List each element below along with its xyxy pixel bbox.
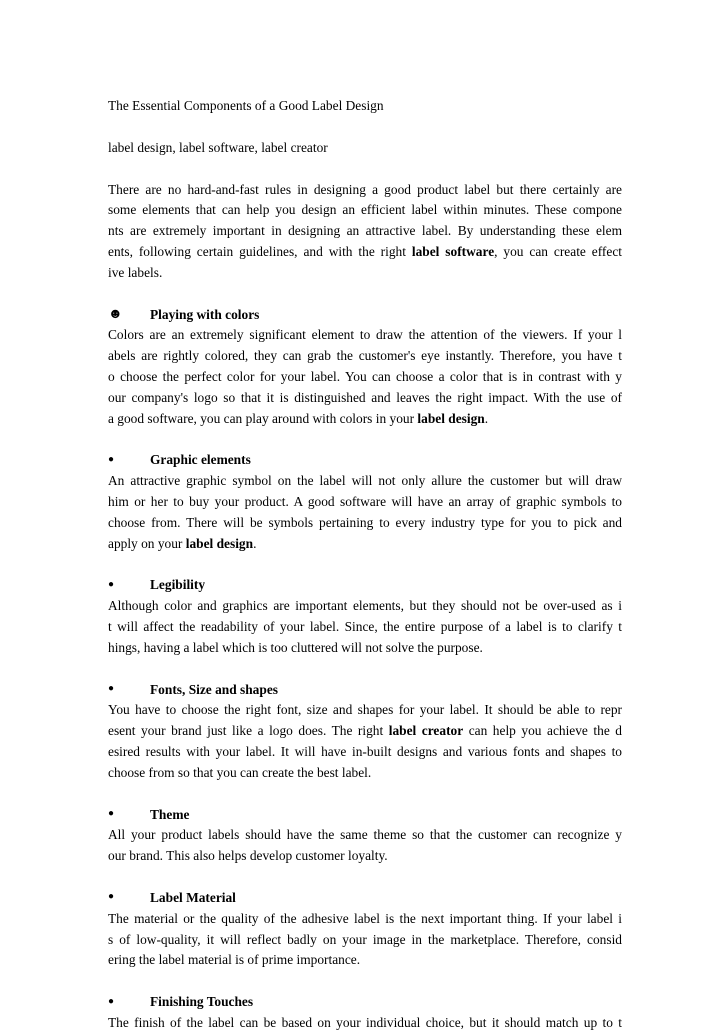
paragraph-line: o choose the perfect color for your label. You can choose a color that is in contrast with y	[108, 368, 622, 384]
paragraph-line: choose from so that you can create the best label.	[108, 764, 372, 780]
bullet-dot-icon	[108, 450, 150, 472]
bullet-dot-icon	[108, 887, 150, 909]
section-heading	[108, 680, 622, 701]
paragraph-line: Colors are an extremely significant element to draw the attention of the viewers. If your l	[108, 327, 622, 343]
keyword-label-software: label software	[411, 243, 495, 259]
section-heading-text: Legibility	[150, 577, 206, 593]
keyword-label-design: label design	[185, 535, 254, 551]
section-legibility	[108, 575, 622, 658]
bullet-dot-icon	[108, 804, 150, 826]
section-heading	[108, 992, 622, 1013]
paragraph-line: You have to choose the right font, size and shapes for your label. It should be able to repr	[108, 702, 622, 718]
paragraph-line: hings, having a label which is too cluttered will not solve the purpose.	[108, 639, 483, 655]
section-heading	[108, 888, 622, 909]
text-span: can help you achieve the d	[463, 723, 622, 739]
paragraph-line: him or her to buy your product. A good software will have an array of graphic symbols to	[108, 493, 622, 509]
section-heading	[108, 305, 622, 326]
section-theme	[108, 805, 622, 867]
paragraph-line: An attractive graphic symbol on the label will not only allure the customer but will draw	[108, 473, 622, 489]
section-heading-text: Fonts, Size and shapes	[150, 681, 278, 697]
paragraph-line: choose from. There will be symbols pertaining to every industry type for you to pick and	[108, 514, 622, 530]
bullet-dot-icon	[108, 992, 150, 1014]
text-span: apply on your	[108, 535, 186, 551]
text-span: a good software, you can play around with colors in your	[108, 410, 418, 426]
keyword-label-design: label design	[417, 410, 485, 426]
section-fonts-size-shapes	[108, 680, 622, 784]
paragraph-line: There are no hard-and-fast rules in designing a good product label but there certainly are	[108, 181, 622, 197]
paragraph-line	[108, 242, 622, 263]
paragraph-line: abels are rightly colored, they can grab the customer's eye instantly. Therefore, you have t	[108, 348, 622, 364]
section-playing-with-colors	[108, 305, 622, 430]
section-heading-text: Finishing Touches	[150, 994, 254, 1010]
section-heading	[108, 450, 622, 471]
paragraph-line: Although color and graphics are important elements, but they should not be over-used as i	[108, 598, 622, 614]
paragraph-line	[108, 721, 622, 742]
paragraph-line: some elements that can help you design an efficient label within minutes. These compone	[108, 202, 622, 218]
text-span: , you can create effect	[494, 243, 622, 259]
section-graphic-elements	[108, 450, 622, 554]
document-title: The Essential Components of a Good Label Design	[108, 98, 384, 113]
text-span: .	[253, 535, 257, 551]
bullet-dot-icon	[108, 679, 150, 701]
section-heading-text: Theme	[150, 806, 190, 822]
paragraph-line: The finish of the label can be based on your individual choice, but it should match up to t	[108, 1014, 622, 1030]
paragraph-line	[108, 409, 622, 430]
bullet-dot-icon	[108, 575, 150, 597]
paragraph-line: All your product labels should have the same theme so that the customer can recognize y	[108, 827, 622, 843]
document-page	[108, 96, 622, 1034]
section-heading	[108, 805, 622, 826]
paragraph-line: esired results with your label. It will have in-built designs and various fonts and shapes to	[108, 743, 622, 759]
paragraph-line: t will affect the readability of your label. Since, the entire purpose of a label is to clarify t	[108, 618, 622, 634]
paragraph-line: s of low-quality, it will reflect badly on your image in the marketplace. Therefore, consid	[108, 931, 622, 947]
section-heading-text: Label Material	[150, 889, 236, 905]
paragraph-line: The material or the quality of the adhesive label is the next important thing. If your label i	[108, 910, 622, 926]
paragraph-line	[108, 534, 622, 555]
smiley-bullet-icon: ☻	[108, 306, 123, 322]
text-span: esent your brand just like a logo does. The right	[108, 723, 389, 739]
intro-paragraph	[108, 180, 622, 284]
section-heading-text: Playing with colors	[150, 306, 260, 322]
paragraph-line: our brand. This also helps develop customer loyalty.	[108, 848, 388, 864]
paragraph-line: ering the label material is of prime importance.	[108, 952, 361, 968]
paragraph-line: our company's logo so that it is distinguished and leaves the right impact. With the use of	[108, 389, 622, 405]
keywords-line: label design, label software, label creator	[108, 139, 328, 155]
section-label-material	[108, 888, 622, 971]
section-finishing-touches	[108, 992, 622, 1034]
section-heading	[108, 575, 622, 596]
keyword-label-creator: label creator	[388, 723, 464, 739]
section-heading-text: Graphic elements	[150, 452, 251, 468]
paragraph-line: nts are extremely important in designing an attractive label. By understanding these elem	[108, 223, 622, 239]
paragraph-line: ive labels.	[108, 264, 163, 280]
text-span: ents, following certain guidelines, and with the right	[108, 243, 412, 259]
text-span: .	[484, 410, 489, 426]
